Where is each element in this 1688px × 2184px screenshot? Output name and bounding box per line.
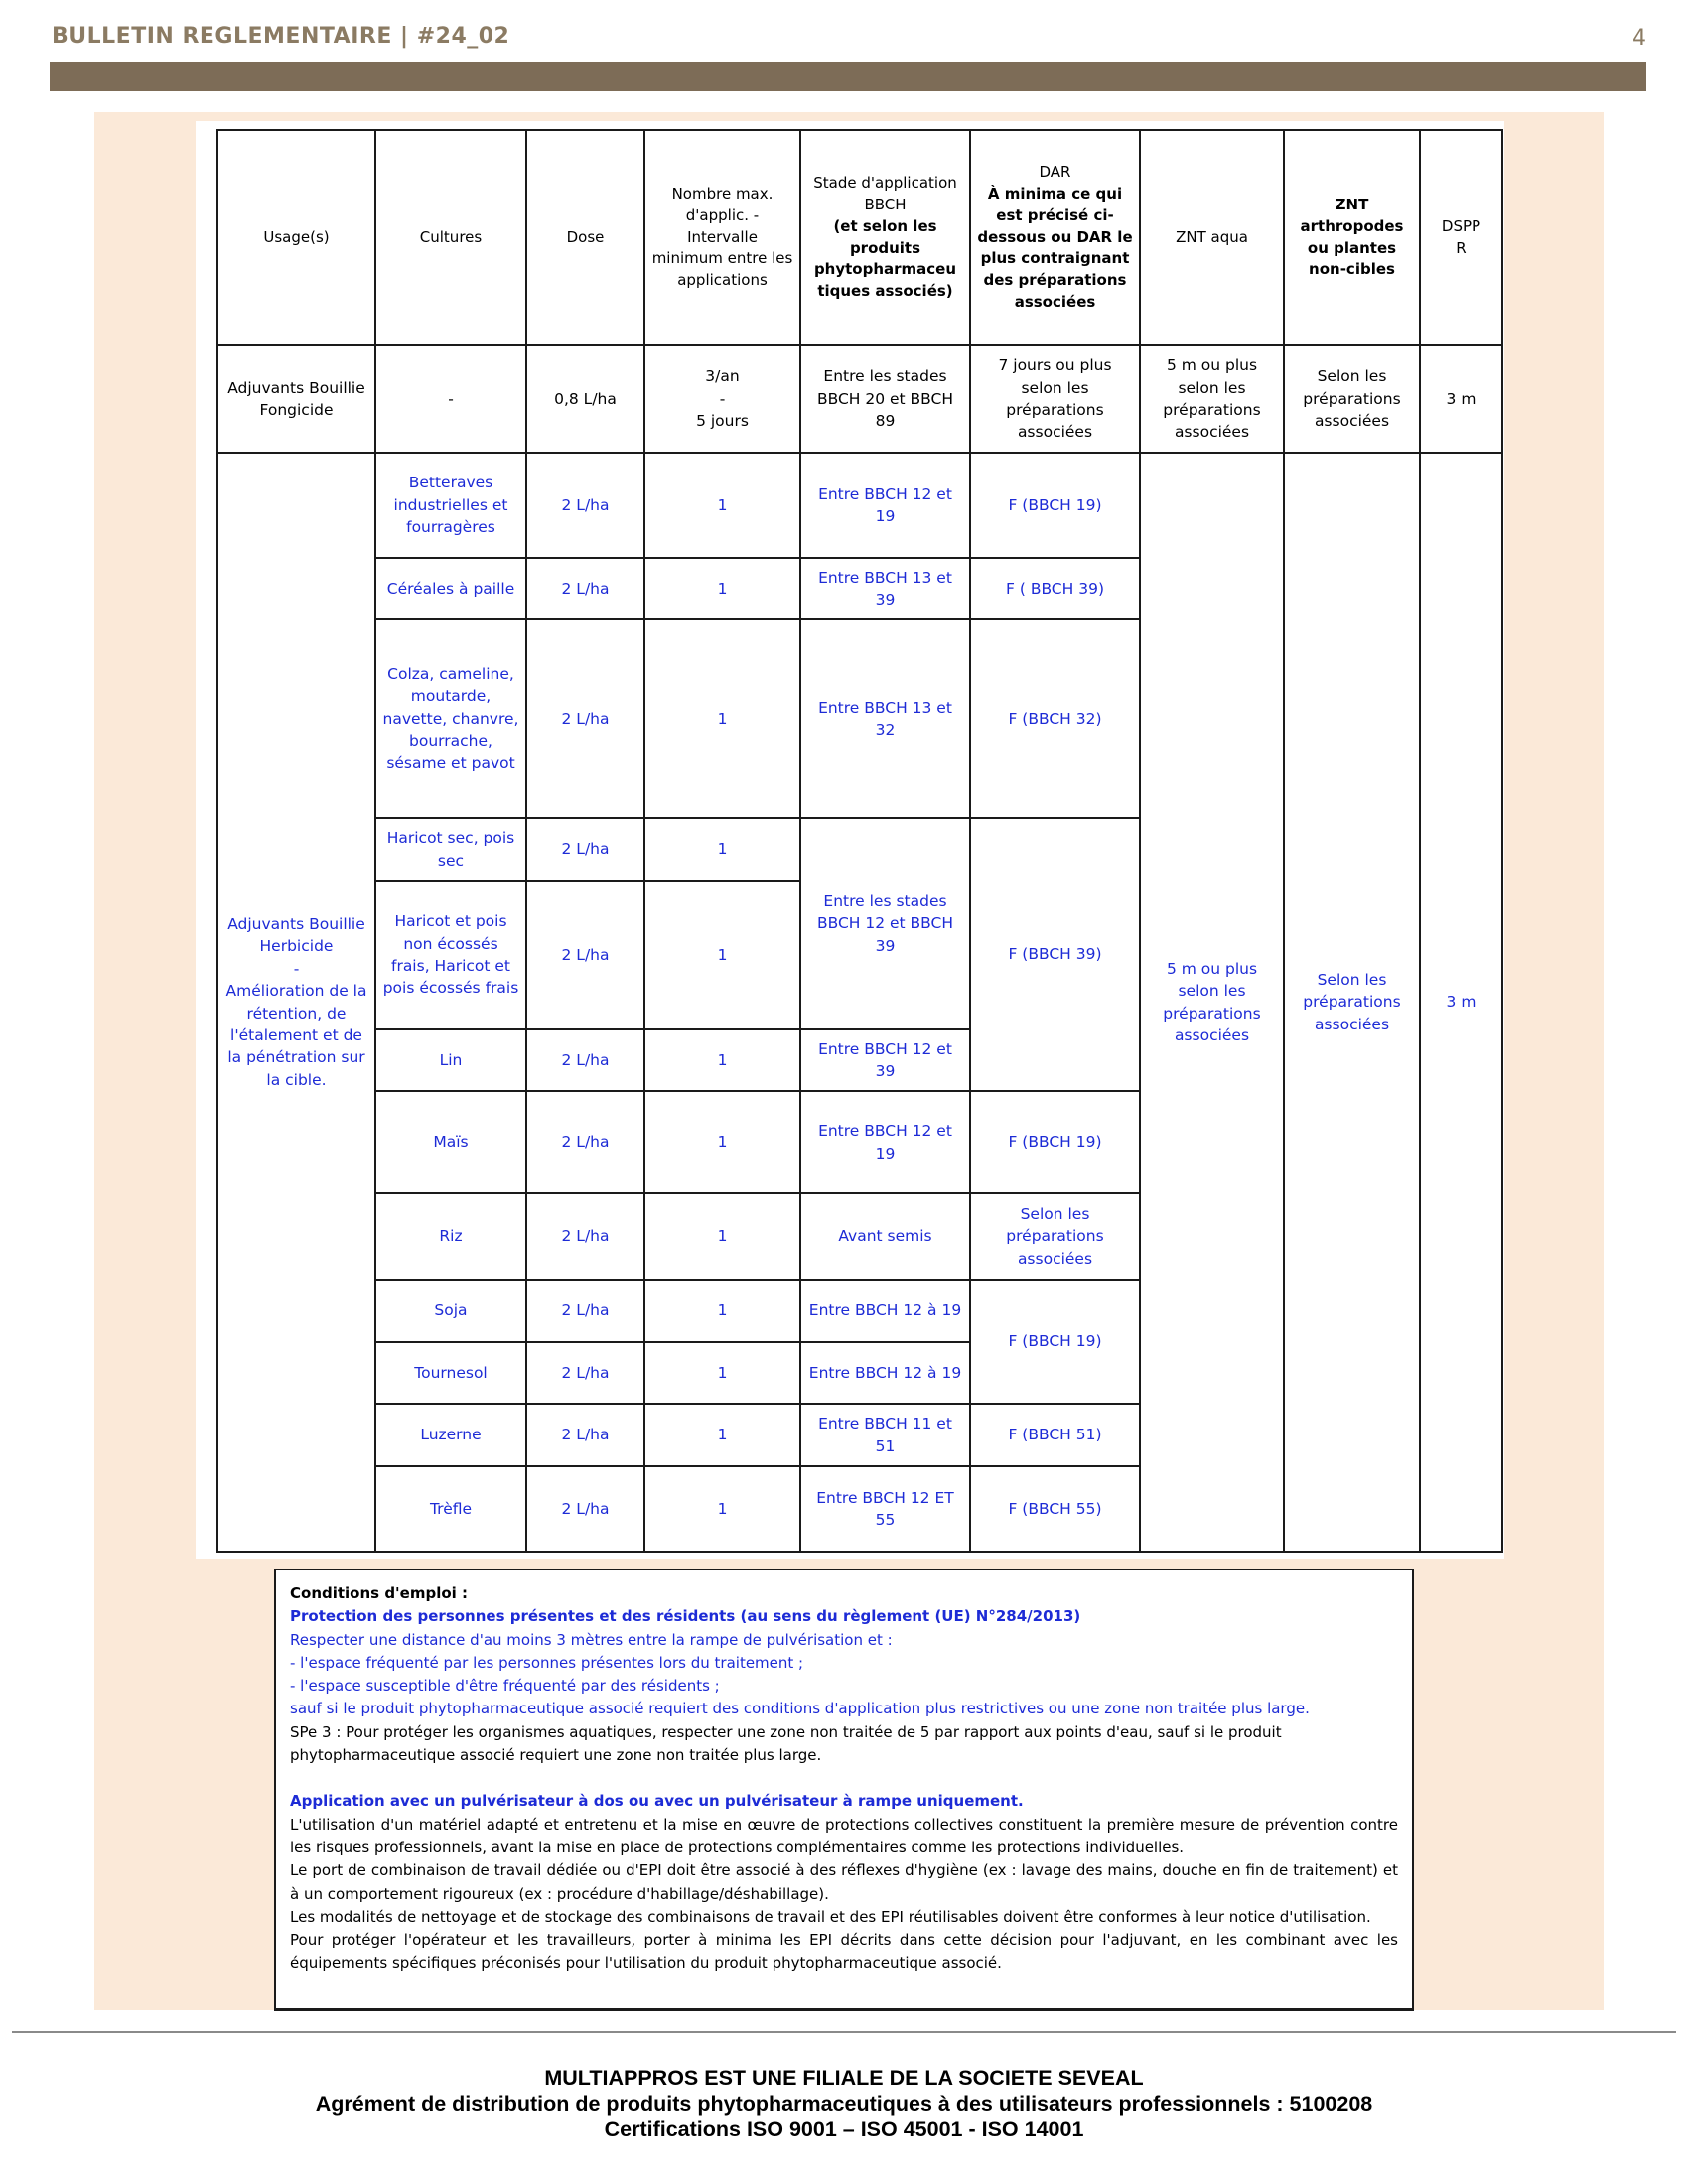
bulletin-title: BULLETIN REGLEMENTAIRE | #24_02	[52, 24, 510, 49]
protection-line-1: Respecter une distance d'au moins 3 mètres entre la rampe de pulvérisation et :	[290, 1630, 893, 1649]
herbicide-usage	[217, 453, 375, 1552]
protection-title: Protection des personnes présentes et des résidents (au sens du règlement (UE) N°284/2013)	[290, 1607, 1081, 1626]
fongicide-nb-line1: 3/an	[705, 367, 740, 386]
spacer	[290, 1767, 1398, 1790]
fongicide-znt-aqua: 5 m ou plus selon les préparations associées	[1140, 345, 1284, 453]
stade-cell: Entre BBCH 12 ET 55	[800, 1466, 970, 1552]
fongicide-culture: -	[375, 345, 526, 453]
dose-cell: 2 L/ha	[526, 619, 644, 818]
stade-cell: Avant semis	[800, 1193, 970, 1280]
header-cultures: Cultures	[375, 130, 526, 345]
dose-cell: 2 L/ha	[526, 453, 644, 558]
nb-cell: 1	[644, 558, 800, 619]
nb-cell: 1	[644, 1280, 800, 1342]
fongicide-dar: 7 jours ou plus selon les préparations associées	[970, 345, 1140, 453]
spe3-text: SPe 3 : Pour protéger les organismes aquatiques, respecter une zone non traitée de 5 par rapport aux points d'eau, sauf si le produit phytopharmaceutique associé requiert une zone non traitée plus large.	[290, 1722, 1282, 1765]
header-dspp-sub: R	[1456, 238, 1467, 257]
table-header-row	[217, 130, 1502, 345]
dar-cell: F (BBCH 19)	[970, 453, 1140, 558]
fongicide-dspp: 3 m	[1420, 345, 1502, 453]
stade-cell: Entre BBCH 12 et 19	[800, 453, 970, 558]
nb-cell: 1	[644, 1029, 800, 1091]
herbicide-znt-aqua: 5 m ou plus selon les préparations associées	[1140, 453, 1284, 1552]
nb-cell: 1	[644, 881, 800, 1029]
herbicide-dspp: 3 m	[1420, 453, 1502, 1552]
table-row	[217, 453, 1502, 558]
culture-cell: Soja	[375, 1280, 526, 1342]
stade-cell: Entre BBCH 12 à 19	[800, 1280, 970, 1342]
dose-cell: 2 L/ha	[526, 1091, 644, 1193]
nb-cell: 1	[644, 1193, 800, 1280]
dose-cell: 2 L/ha	[526, 1466, 644, 1552]
footer-divider	[12, 2031, 1676, 2033]
herbicide-usage-dash: -	[293, 959, 300, 978]
nb-cell: 1	[644, 1091, 800, 1193]
culture-cell: Trèfle	[375, 1466, 526, 1552]
header-dspp	[1420, 130, 1502, 345]
dar-cell: F (BBCH 32)	[970, 619, 1140, 818]
application-title: Application avec un pulvérisateur à dos ou avec un pulvérisateur à rampe uniquement.	[290, 1792, 1024, 1811]
dose-cell: 2 L/ha	[526, 1404, 644, 1466]
header-usage: Usage(s)	[217, 130, 375, 345]
culture-cell: Céréales à paille	[375, 558, 526, 619]
culture-cell: Colza, cameline, moutarde, navette, chanvre, bourrache, sésame et pavot	[375, 619, 526, 818]
stade-cell: Entre BBCH 12 à 19	[800, 1342, 970, 1404]
protection-line-2: - l'espace fréquenté par les personnes présentes lors du traitement ;	[290, 1653, 804, 1672]
fongicide-znt-arthro: Selon les préparations associées	[1284, 345, 1420, 453]
culture-cell: Luzerne	[375, 1404, 526, 1466]
stade-cell: Entre BBCH 12 et 39	[800, 1029, 970, 1091]
culture-cell: Betteraves industrielles et fourragères	[375, 453, 526, 558]
conditions-title: Conditions d'emploi :	[290, 1584, 468, 1602]
dar-cell: Selon les préparations associées	[970, 1193, 1140, 1280]
stade-cell: Entre BBCH 13 et 32	[800, 619, 970, 818]
protection-line-4: sauf si le produit phytopharmaceutique associé requiert des conditions d'application plus restrictives ou une zone non traitée plus large.	[290, 1700, 1310, 1718]
header-bar	[50, 62, 1646, 91]
header-stade	[800, 130, 970, 345]
table-row	[217, 345, 1502, 453]
culture-cell: Tournesol	[375, 1342, 526, 1404]
nb-cell: 1	[644, 1404, 800, 1466]
header-znt-aqua: ZNT aqua	[1140, 130, 1284, 345]
dar-cell-soja-tournesol: F (BBCH 19)	[970, 1280, 1140, 1404]
footer-line-1: MULTIAPPROS EST UNE FILIALE DE LA SOCIETE SEVEAL	[544, 2066, 1144, 2090]
culture-cell: Lin	[375, 1029, 526, 1091]
dose-cell: 2 L/ha	[526, 818, 644, 881]
nb-cell: 1	[644, 1342, 800, 1404]
header-znt-arthro	[1284, 130, 1420, 345]
epi-paragraph-3: Les modalités de nettoyage et de stockage des combinaisons de travail et des EPI réutilisables doivent être conformes à leur notice d'utilisation.	[290, 1907, 1371, 1926]
fongicide-stade: Entre les stades BBCH 20 et BBCH 89	[800, 345, 970, 453]
epi-paragraph-4: Pour protéger l'opérateur et les travailleurs, porter à minima les EPI décrits dans cette décision pour l'adjuvant, en les combinant avec les équipements spécifiques préconisés pour l'utilisation du produit phytopharmaceutique associé.	[290, 1931, 1398, 1973]
usage-table	[216, 129, 1503, 1553]
nb-cell: 1	[644, 1466, 800, 1552]
page-number: 4	[1632, 26, 1646, 51]
epi-paragraph-1: L'utilisation d'un matériel adapté et entretenu et la mise en œuvre de protections collectives constituent la première mesure de prévention contre les risques professionnels, avant la mise en place de protections complémentaires comme les protections individuelles.	[290, 1815, 1398, 1856]
dose-cell: 2 L/ha	[526, 1342, 644, 1404]
dar-cell-haricot-lin: F (BBCH 39)	[970, 818, 1140, 1091]
stade-cell: Entre BBCH 11 et 51	[800, 1404, 970, 1466]
header-dose: Dose	[526, 130, 644, 345]
dose-cell: 2 L/ha	[526, 881, 644, 1029]
nb-cell: 1	[644, 619, 800, 818]
culture-cell: Riz	[375, 1193, 526, 1280]
dose-cell: 2 L/ha	[526, 558, 644, 619]
dar-cell: F (BBCH 55)	[970, 1466, 1140, 1552]
header-dar-sub: À minima ce qui est précisé ci-dessous ou DAR le plus contraignant des préparations associées	[977, 185, 1133, 311]
fongicide-nb-line2: -	[719, 389, 726, 408]
nb-cell: 1	[644, 818, 800, 881]
dose-cell: 2 L/ha	[526, 1029, 644, 1091]
header-dar-main: DAR	[1039, 163, 1071, 182]
nb-cell: 1	[644, 453, 800, 558]
conditions-box	[274, 1569, 1414, 2011]
dose-cell: 2 L/ha	[526, 1280, 644, 1342]
protection-line-3: - l'espace susceptible d'être fréquenté par des résidents ;	[290, 1677, 720, 1696]
fongicide-dose: 0,8 L/ha	[526, 345, 644, 453]
culture-cell: Maïs	[375, 1091, 526, 1193]
dar-cell: F (BBCH 51)	[970, 1404, 1140, 1466]
culture-cell: Haricot sec, pois sec	[375, 818, 526, 881]
herbicide-usage-desc: Amélioration de la rétention, de l'étalement et de la pénétration sur la cible.	[225, 982, 367, 1089]
stade-cell-haricot: Entre les stades BBCH 12 et BBCH 39	[800, 818, 970, 1029]
epi-paragraph-2: Le port de combinaison de travail dédiée ou d'EPI doit être associé à des réflexes d'hygiène (ex : lavage des mains, douche en fin de traitement) et à un comportement rigoureux (ex : procédure d'habillage/déshabillage).	[290, 1861, 1398, 1903]
fongicide-nb-line3: 5 jours	[696, 412, 749, 431]
footer-line-2: Agrément de distribution de produits phytopharmaceutiques à des utilisateurs professionnels : 5100208	[315, 2092, 1373, 2116]
stade-cell: Entre BBCH 13 et 39	[800, 558, 970, 619]
fongicide-nb	[644, 345, 800, 453]
dose-cell: 2 L/ha	[526, 1193, 644, 1280]
herbicide-usage-title: Adjuvants Bouillie Herbicide	[227, 914, 365, 956]
header-dspp-main: DSPP	[1441, 216, 1481, 235]
header-stade-main: Stade d'application BBCH	[813, 174, 957, 213]
header-znt-arthro-text: ZNT arthropodes ou plantes non-cibles	[1300, 196, 1404, 279]
footer	[0, 2065, 1688, 2142]
header-stade-sub: (et selon les produits phytopharmaceu tiques associés)	[813, 216, 957, 300]
header-dar	[970, 130, 1140, 345]
footer-line-3: Certifications ISO 9001 – ISO 45001 - ISO 14001	[604, 2117, 1084, 2141]
dar-cell: F (BBCH 19)	[970, 1091, 1140, 1193]
header-nb-max: Nombre max. d'applic. - Intervalle minimum entre les applications	[644, 130, 800, 345]
stade-cell: Entre BBCH 12 et 19	[800, 1091, 970, 1193]
dar-cell: F ( BBCH 39)	[970, 558, 1140, 619]
culture-cell: Haricot et pois non écossés frais, Haricot et pois écossés frais	[375, 881, 526, 1029]
fongicide-usage: Adjuvants Bouillie Fongicide	[217, 345, 375, 453]
herbicide-znt-arthro: Selon les préparations associées	[1284, 453, 1420, 1552]
